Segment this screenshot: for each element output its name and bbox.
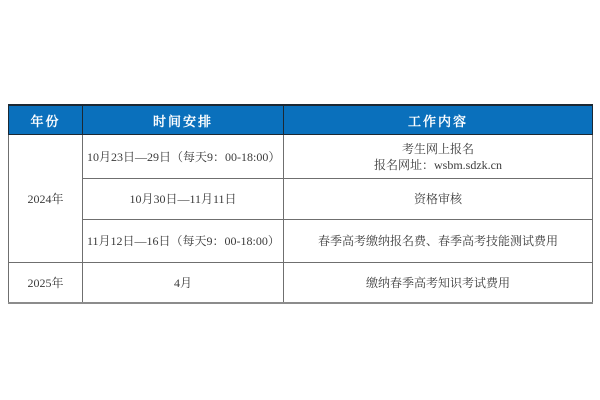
cell-year-2024: 2024年 xyxy=(9,135,83,263)
table-row xyxy=(9,263,593,304)
cell-content-row1 xyxy=(284,135,593,179)
table-row xyxy=(9,220,593,263)
cell-schedule-row4: 4月 xyxy=(83,263,284,304)
cell-content-row3 xyxy=(284,220,593,263)
cell-schedule-row3: 11月12日—16日（每天9：00-18:00） xyxy=(83,220,284,263)
column-header-content: 工作内容 xyxy=(284,105,593,135)
schedule-table-container xyxy=(8,104,592,304)
column-header-schedule: 时间安排 xyxy=(83,105,284,135)
cell-schedule-row1: 10月23日—29日（每天9：00-18:00） xyxy=(83,135,284,179)
cell-schedule-row2: 10月30日—11月11日 xyxy=(83,179,284,220)
cell-content-row2 xyxy=(284,179,593,220)
content-line: 春季高考缴纳报名费、春季高考技能测试费用 xyxy=(317,234,558,248)
content-line: 报名网址：wsbm.sdzk.cn xyxy=(374,157,502,172)
table-row xyxy=(9,179,593,220)
exam-schedule-table xyxy=(8,104,593,304)
table-row xyxy=(9,135,593,179)
content-line: 资格审核 xyxy=(413,192,462,206)
content-line: 缴纳春季高考知识考试费用 xyxy=(365,275,510,290)
header-row xyxy=(9,105,593,135)
column-header-year: 年份 xyxy=(9,105,83,135)
cell-year-2025: 2025年 xyxy=(9,263,83,304)
content-line: 考生网上报名 xyxy=(401,141,474,156)
cell-content-row4 xyxy=(284,263,593,304)
